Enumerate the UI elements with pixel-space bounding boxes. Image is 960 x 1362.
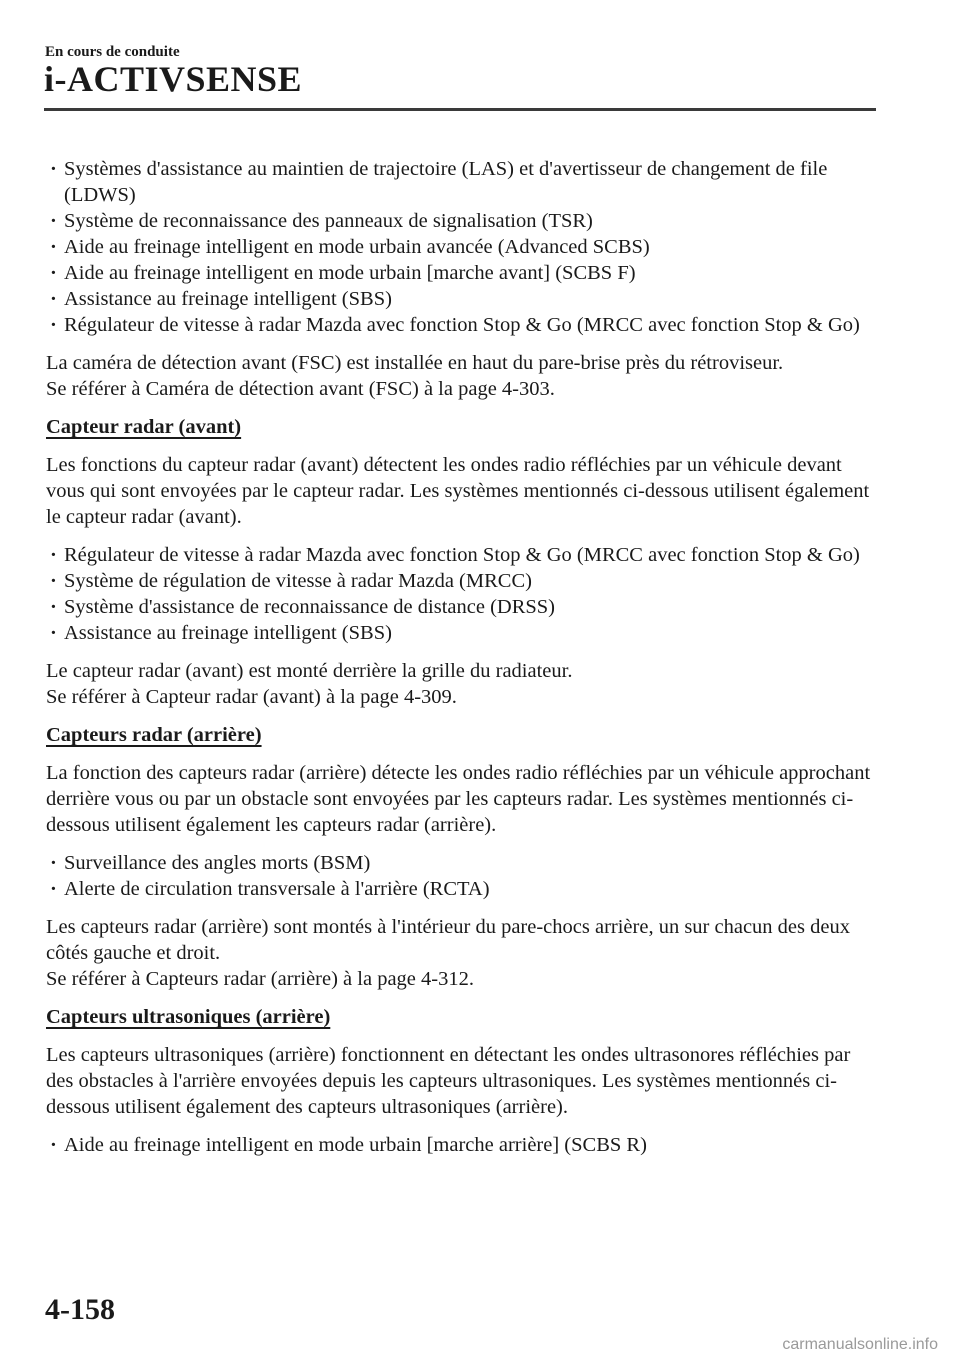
section-heading-radar-rear: Capteurs radar (arrière) (46, 724, 262, 746)
page-content (46, 156, 876, 1158)
list-item: · Surveillance des angles morts (BSM) (46, 850, 876, 876)
list-item: · Système d'assistance de reconnaissance de distance (DRSS) (46, 594, 876, 620)
radar-rear-reference-link: Se référer à Capteurs radar (arrière) à la page 4-312. (46, 968, 474, 990)
list-item: · Aide au freinage intelligent en mode urbain avancée (Advanced SCBS) (46, 234, 876, 260)
radar-rear-bullet-list (46, 850, 876, 902)
list-item: · Aide au freinage intelligent en mode urbain [marche arrière] (SCBS R) (46, 1132, 876, 1158)
page-number: 4-158 (45, 1293, 115, 1326)
radar-front-paragraph: Les fonctions du capteur radar (avant) détectent les ondes radio réfléchies par un véhicule devant vous qui sont envoyées par le capteur radar. Les systèmes mentionnés ci-dessous utilisent également le capteur radar (avant). (46, 454, 870, 528)
list-item: · Régulateur de vitesse à radar Mazda avec fonction Stop & Go (MRCC avec fonction Stop & Go) (46, 542, 876, 568)
header-rule (44, 108, 876, 111)
radar-rear-paragraph: La fonction des capteurs radar (arrière) détecte les ondes radio réfléchies par un véhicule approchant derrière vous ou par un obstacle sont envoyées par les capteurs radar. Les systèmes mentionnés ci-dessous utilisent également les capteurs radar (arrière). (46, 762, 871, 836)
fsc-location-text: La caméra de détection avant (FSC) est installée en haut du pare-brise près du rétroviseur. (46, 352, 784, 374)
ultrasonic-rear-paragraph: Les capteurs ultrasoniques (arrière) fonctionnent en détectant les ondes ultrasonores réfléchies par des obstacles à l'arrière envoyées depuis les capteurs ultrasoniques. Les systèmes mentionnés ci-dessous utilisent également des capteurs ultrasoniques (arrière). (46, 1044, 851, 1118)
list-item: · Assistance au freinage intelligent (SBS) (46, 286, 876, 312)
fsc-reference-link: Se référer à Caméra de détection avant (FSC) à la page 4-303. (46, 378, 555, 400)
radar-rear-location-text: Les capteurs radar (arrière) sont montés à l'intérieur du pare-chocs arrière, un sur chacun des deux côtés gauche et droit. (46, 916, 850, 964)
list-item: · Systèmes d'assistance au maintien de trajectoire (LAS) et d'avertisseur de changement de file (LDWS) (46, 156, 876, 208)
list-item: · Système de régulation de vitesse à radar Mazda (MRCC) (46, 568, 876, 594)
radar-front-location-text: Le capteur radar (avant) est monté derrière la grille du radiateur. (46, 660, 573, 682)
radar-front-reference-link: Se référer à Capteur radar (avant) à la page 4-309. (46, 686, 457, 708)
section-heading-ultrasonic-rear: Capteurs ultrasoniques (arrière) (46, 1006, 331, 1028)
page-title: i-ACTIVSENSE (44, 59, 303, 99)
section-label: En cours de conduite (45, 44, 180, 60)
list-item: · Assistance au freinage intelligent (SBS) (46, 620, 876, 646)
radar-front-bullet-list (46, 542, 876, 646)
section-heading-radar-front: Capteur radar (avant) (46, 416, 242, 438)
intro-bullet-list (46, 156, 876, 338)
ultrasonic-rear-bullet-list (46, 1132, 876, 1158)
list-item: · Aide au freinage intelligent en mode urbain [marche avant] (SCBS F) (46, 260, 876, 286)
list-item: · Système de reconnaissance des panneaux de signalisation (TSR) (46, 208, 876, 234)
list-item: · Régulateur de vitesse à radar Mazda avec fonction Stop & Go (MRCC avec fonction Stop & Go) (46, 312, 876, 338)
watermark: carmanualsonline.info (782, 1336, 938, 1353)
list-item: · Alerte de circulation transversale à l'arrière (RCTA) (46, 876, 876, 902)
